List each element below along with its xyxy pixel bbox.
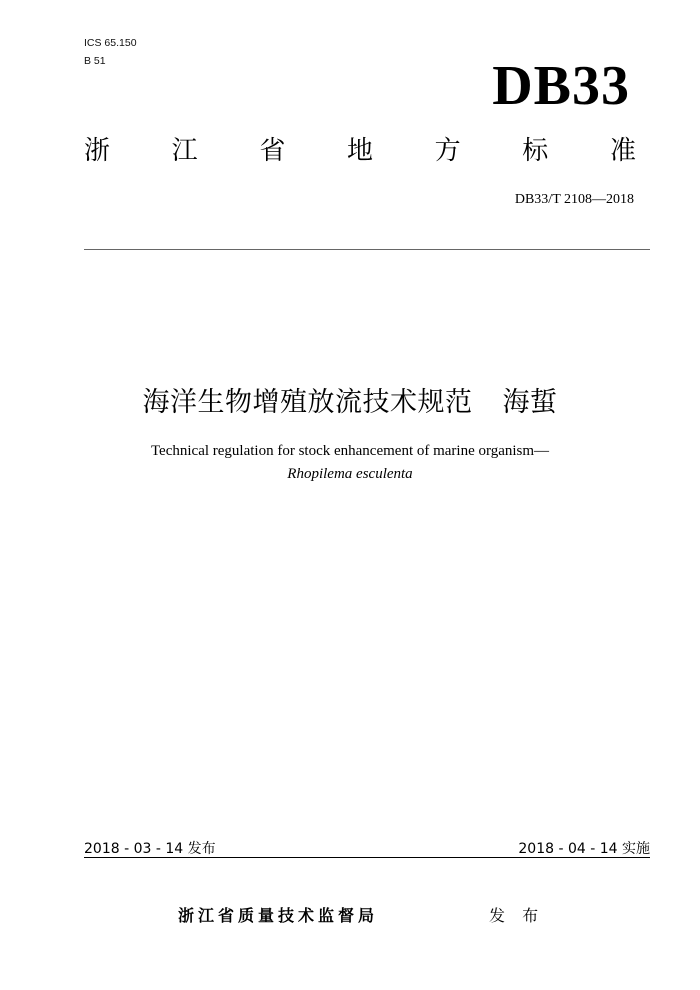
title-sub: 海蜇 bbox=[502, 387, 558, 418]
standard-type-char: 方 bbox=[434, 136, 461, 166]
ccs-code: B 51 bbox=[84, 55, 106, 67]
document-title-en bbox=[0, 440, 700, 486]
title-en-line1: Technical regulation for stock enhancement of marine organism— bbox=[150, 443, 550, 459]
standard-type-char: 地 bbox=[346, 136, 373, 166]
issue-date: 2018 - 03 - 14 发布 bbox=[84, 841, 216, 857]
document-title-cn bbox=[0, 380, 700, 419]
standard-type-heading bbox=[84, 138, 636, 164]
publisher-name: 浙江省质量技术监督局 bbox=[178, 906, 379, 925]
title-main: 海洋生物增殖放流技术规范 bbox=[142, 387, 473, 418]
ics-code: ICS 65.150 bbox=[84, 37, 137, 49]
standard-code-logo: DB33 bbox=[492, 55, 630, 117]
header-divider bbox=[84, 249, 650, 250]
standard-type-char: 江 bbox=[171, 136, 198, 166]
implement-date: 2018 - 04 - 14 实施 bbox=[518, 841, 650, 857]
footer-divider bbox=[84, 857, 650, 858]
title-en-line2: Rhopilema esculenta bbox=[287, 466, 413, 482]
publish-label: 发 布 bbox=[489, 906, 545, 925]
date-row bbox=[84, 838, 650, 858]
standard-type-char: 准 bbox=[609, 136, 636, 166]
standard-type-char: 标 bbox=[522, 136, 549, 166]
standard-type-char: 浙 bbox=[84, 136, 111, 166]
standard-number: DB33/T 2108—2018 bbox=[514, 192, 634, 207]
standard-type-char: 省 bbox=[259, 136, 286, 166]
